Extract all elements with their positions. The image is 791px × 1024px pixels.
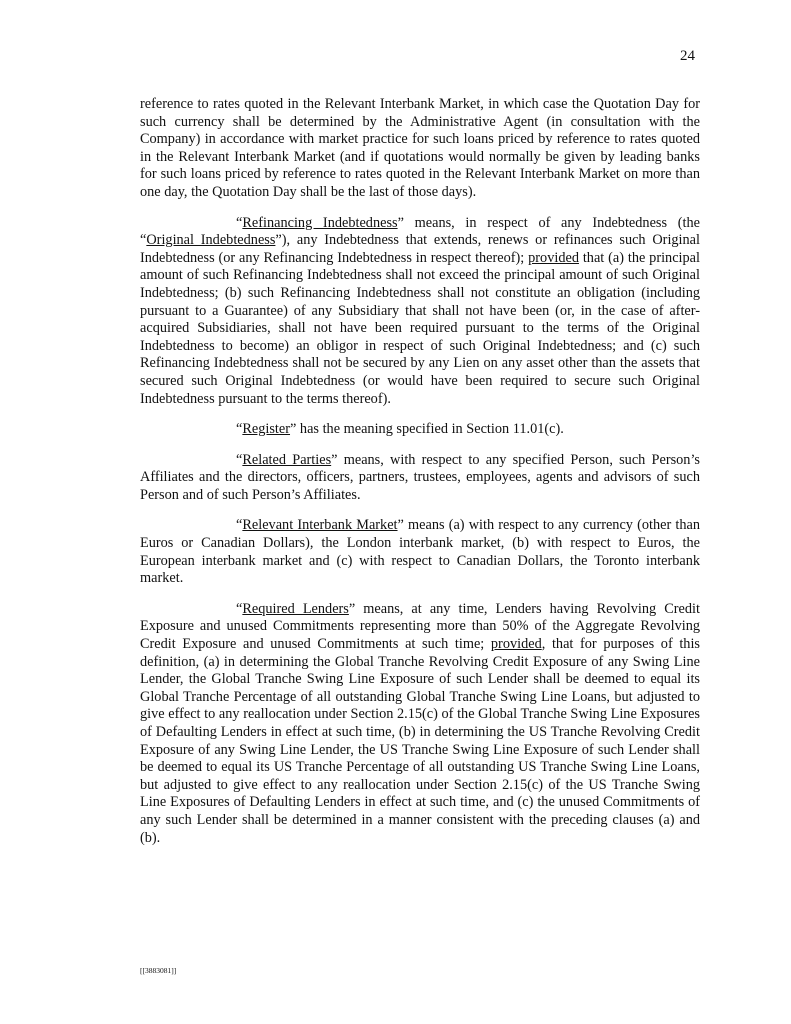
defined-term-refinancing-indebtedness: Refinancing Indebtedness bbox=[242, 214, 398, 231]
provided-term: provided bbox=[490, 636, 542, 653]
definition-text: ” means, with respect to any specified Person, such Person’s Affiliates and the directors, officers, partners, trustees, employees, agents and advisors of such Person and of such Person’s Affiliates. bbox=[140, 451, 700, 503]
defined-term-relevant-interbank-market: Relevant Interbank Market bbox=[242, 517, 398, 534]
definition-text: that (a) the principal amount of such Refinancing Indebtedness shall not exceed the principal amount of such Original Indebtedness; (b) such Refinancing Indebtedness shall not constitute an obligation (including pursuant to a Guarantee) of any Subsidiary that shall not have been (or, in the case of after-acquired Subsidiaries, shall not have been required pursuant to the terms of the Original Indebtedness to become) an obligor in respect of such Original Indebtedness; and (c) such Refinancing Indebtedness shall not be secured by any Lien on any asset other than the assets that secured such Original Indebtedness (or would have been required to secure such Original Indebtedness pursuant to the terms thereof). bbox=[140, 249, 700, 407]
definition-text: ” means, at any time, Lenders having Revolving Credit Exposure and unused Commitments representing more than 50% of the Aggregate Revolving Credit Exposure and unused Commitments at such time; bbox=[140, 600, 700, 653]
definition-register bbox=[140, 421, 700, 439]
open-quote: “ bbox=[236, 451, 243, 468]
definition-text: ” means, in respect of any Indebtedness (the “ bbox=[140, 214, 700, 249]
defined-term-register: Register bbox=[242, 421, 291, 438]
document-footer-id: [[3883081]] bbox=[140, 966, 177, 975]
open-quote: “ bbox=[236, 600, 243, 617]
defined-term-related-parties: Related Parties bbox=[242, 451, 332, 468]
paragraph-quotation-day-continuation: reference to rates quoted in the Relevant Interbank Market, in which case the Quotation Day for such currency shall be determined by the Administrative Agent (in consultation with the Company) in accordance with market practice for such loans priced by reference to rates quoted in the Relevant Interbank Market (and if quotations would normally be given by leading banks for such loans priced by reference to rates quoted in the Relevant Interbank Market on more than one day, the Quotation Day shall be the last of those days). bbox=[140, 96, 700, 200]
definition-text: ”), any Indebtedness that extends, renews or refinances such Original Indebtedness (or any Refinancing Indebtedness in respect thereof); bbox=[140, 232, 700, 266]
open-quote: “ bbox=[236, 517, 243, 534]
open-quote: “ bbox=[236, 421, 243, 438]
definition-text: ” means (a) with respect to any currency (other than Euros or Canadian Dollars), the London interbank market, (b) with respect to Euros, the European interbank market and (c) with respect to Canadian Dollars, the Toronto interbank market. bbox=[140, 517, 700, 587]
definition-related-parties bbox=[140, 452, 700, 505]
document-body bbox=[140, 96, 700, 860]
provided-term: provided bbox=[528, 249, 579, 266]
page-number: 24 bbox=[680, 48, 695, 64]
definition-relevant-interbank-market bbox=[140, 517, 700, 587]
defined-term-required-lenders: Required Lenders bbox=[242, 600, 349, 617]
defined-term-original-indebtedness: Original Indebtedness bbox=[146, 232, 276, 249]
open-quote: “ bbox=[236, 214, 243, 231]
definition-required-lenders bbox=[140, 601, 700, 847]
definition-text: ” has the meaning specified in Section 11.01(c). bbox=[290, 421, 564, 438]
definition-text: , that for purposes of this definition, (a) in determining the Global Tranche Revolving Credit Exposure of any Swing Line Lender, the Global Tranche Swing Line Exposure of such Lender shall be deemed to equal its Global Tranche Percentage of all outstanding Global Tranche Swing Line Loans, but adjusted to give effect to any reallocation under Section 2.15(c) of the Global Tranche Swing Line Exposures of Defaulting Lenders in effect at such time, (b) in determining the US Tranche Revolving Credit Exposure of any Swing Line Lender, the US Tranche Swing Line Exposure of such Lender shall be deemed to equal its US Tranche Percentage of all outstanding US Tranche Swing Line Loans, but adjusted to give effect to any reallocation under Section 2.15(c) of the US Tranche Swing Line Exposures of Defaulting Lenders in effect at such time, and (c) the unused Commitments of any such Lender shall be determined in a manner consistent with the preceding clauses (a) and (b). bbox=[140, 636, 700, 846]
definition-refinancing-indebtedness bbox=[140, 215, 700, 409]
